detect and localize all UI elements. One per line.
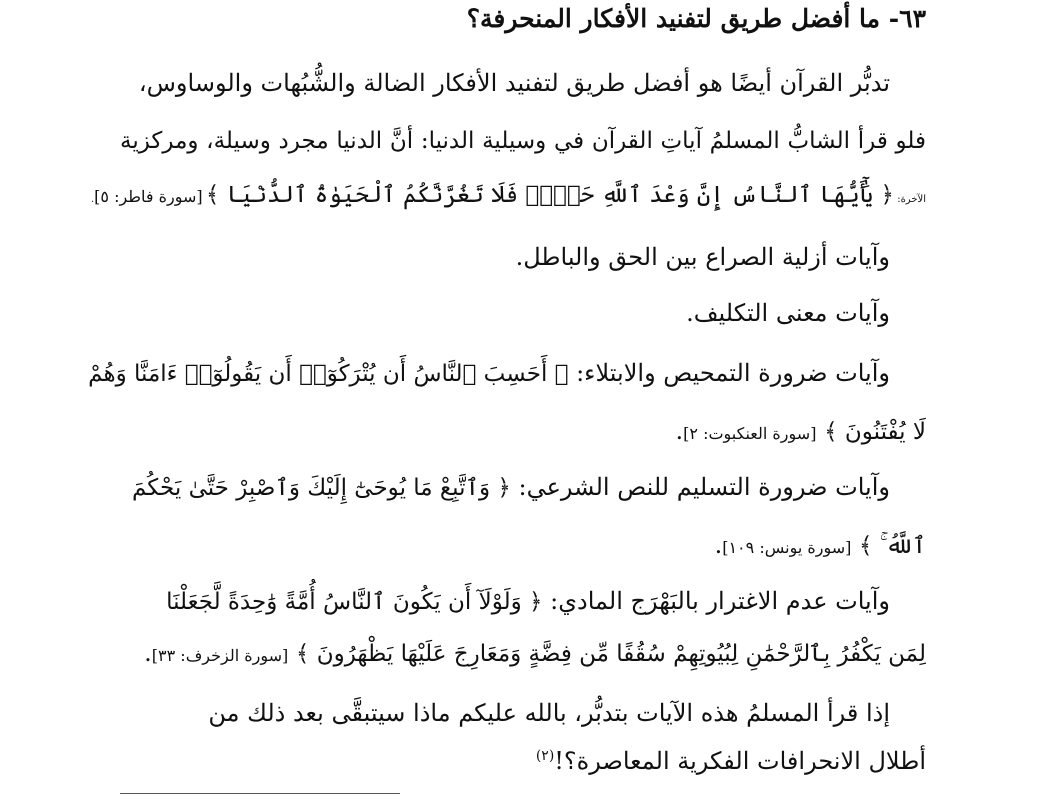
footnote-separator	[120, 793, 400, 794]
paragraph-4-lead-text: وآيات ضرورة التمحيص والابتلاء:	[576, 359, 890, 387]
paragraph-6-line-1	[166, 584, 890, 619]
paragraph-7-line-1: إذا قرأ المسلمُ هذه الآيات بتدبُّر، بالله عليكم ماذا سيتبقَّى بعد ذلك من	[208, 699, 890, 727]
surah-reference-zukhruf: [سورة الزخرف: ٣٣]	[151, 646, 289, 665]
quran-verse-ankabut-part-1: ﴿ أَحَسِبَ ٱلنَّاسُ أَن يُتْرَكُوٓا۟ أَن يَقُولُوٓا۟ ءَامَنَّا وَهُمْ	[88, 361, 569, 387]
paragraph-6-lead-text: وآيات عدم الاغترار بالبَهْرَج المادي:	[550, 587, 890, 615]
paragraph-7-closing-text: أطلال الانحرافات الفكرية المعاصرة؟!	[554, 747, 926, 775]
paragraph-4-line-2	[676, 414, 926, 451]
period: .	[144, 639, 152, 667]
quran-verse-yunus-part-2: ٱللَّهُ ۚ ﴾	[859, 533, 926, 559]
paragraph-2: وآيات أزلية الصراع بين الحق والباطل.	[515, 243, 890, 271]
surah-reference-ankabut: [سورة العنكبوت: ٢]	[683, 424, 817, 443]
quran-verse-yunus-part-1: ﴿ وَٱتَّبِعْ مَا يُوحَىٰٓ إِلَيْكَ وَٱصْبِرْ حَتَّىٰ يَحْكُمَ	[132, 475, 511, 501]
paragraph-5-line-1	[132, 470, 890, 505]
period: .	[714, 531, 723, 559]
quran-verse-fatir: ﴿ يَٰٓأَيُّهَا ٱلنَّاسُ إِنَّ وَعْدَ ٱللَّهِ حَقٌّۖ فَلَا تَغُرَّنَّكُمُ ٱلْحَيَوٰةُ ٱلدُّنْيَا ﴾	[205, 182, 895, 208]
period: .	[90, 194, 95, 205]
paragraph-1-line-2: فلو قرأ الشابُّ المسلمُ آياتِ القرآن في وسيلية الدنيا: أنَّ الدنيا مجرد وسيلة، ومركزية	[120, 128, 926, 154]
paragraph-1-line-1: تدبُّر القرآن أيضًا هو أفضل طريق لتفنيد الأفكار الضالة والشُّبُهات والوساوس،	[138, 69, 890, 97]
quran-verse-ankabut-part-2: لَا يُفْتَنُونَ ﴾	[824, 419, 926, 445]
quran-verse-zukhruf-part-2: لِمَن يَكْفُرُ بِٱلرَّحْمَٰنِ لِبُيُوتِهِمْ سُقُفًا مِّن فِضَّةٍ وَمَعَارِجَ عَلَيْهَا يَظْهَرُونَ ﴾	[295, 641, 926, 667]
question-heading: ٦٣- ما أفضل طريق لتفنيد الأفكار المنحرفة؟	[466, 4, 926, 33]
footnote-marker[interactable]: (٢)	[535, 748, 555, 764]
document-page	[88, 0, 926, 800]
surah-reference-yunus: [سورة يونس: ١٠٩]	[722, 538, 852, 557]
period: .	[675, 417, 684, 445]
surah-reference-fatir: [سورة فاطر: ٥]	[94, 187, 203, 206]
paragraph-1-line-3	[91, 178, 926, 217]
paragraph-7-line-2	[536, 744, 926, 778]
quran-verse-zukhruf-part-1: ﴿ وَلَوْلَآ أَن يَكُونَ ٱلنَّاسُ أُمَّةً وَٰحِدَةً لَّجَعَلْنَا	[166, 589, 543, 615]
paragraph-5-line-2	[715, 528, 926, 565]
paragraph-1-lead-text: الآخرة:	[897, 194, 926, 205]
paragraph-4-line-1	[88, 356, 890, 391]
paragraph-5-lead-text: وآيات ضرورة التسليم للنص الشرعي:	[518, 473, 890, 501]
paragraph-3: وآيات معنى التكليف.	[686, 299, 890, 327]
paragraph-6-line-2	[144, 636, 926, 673]
